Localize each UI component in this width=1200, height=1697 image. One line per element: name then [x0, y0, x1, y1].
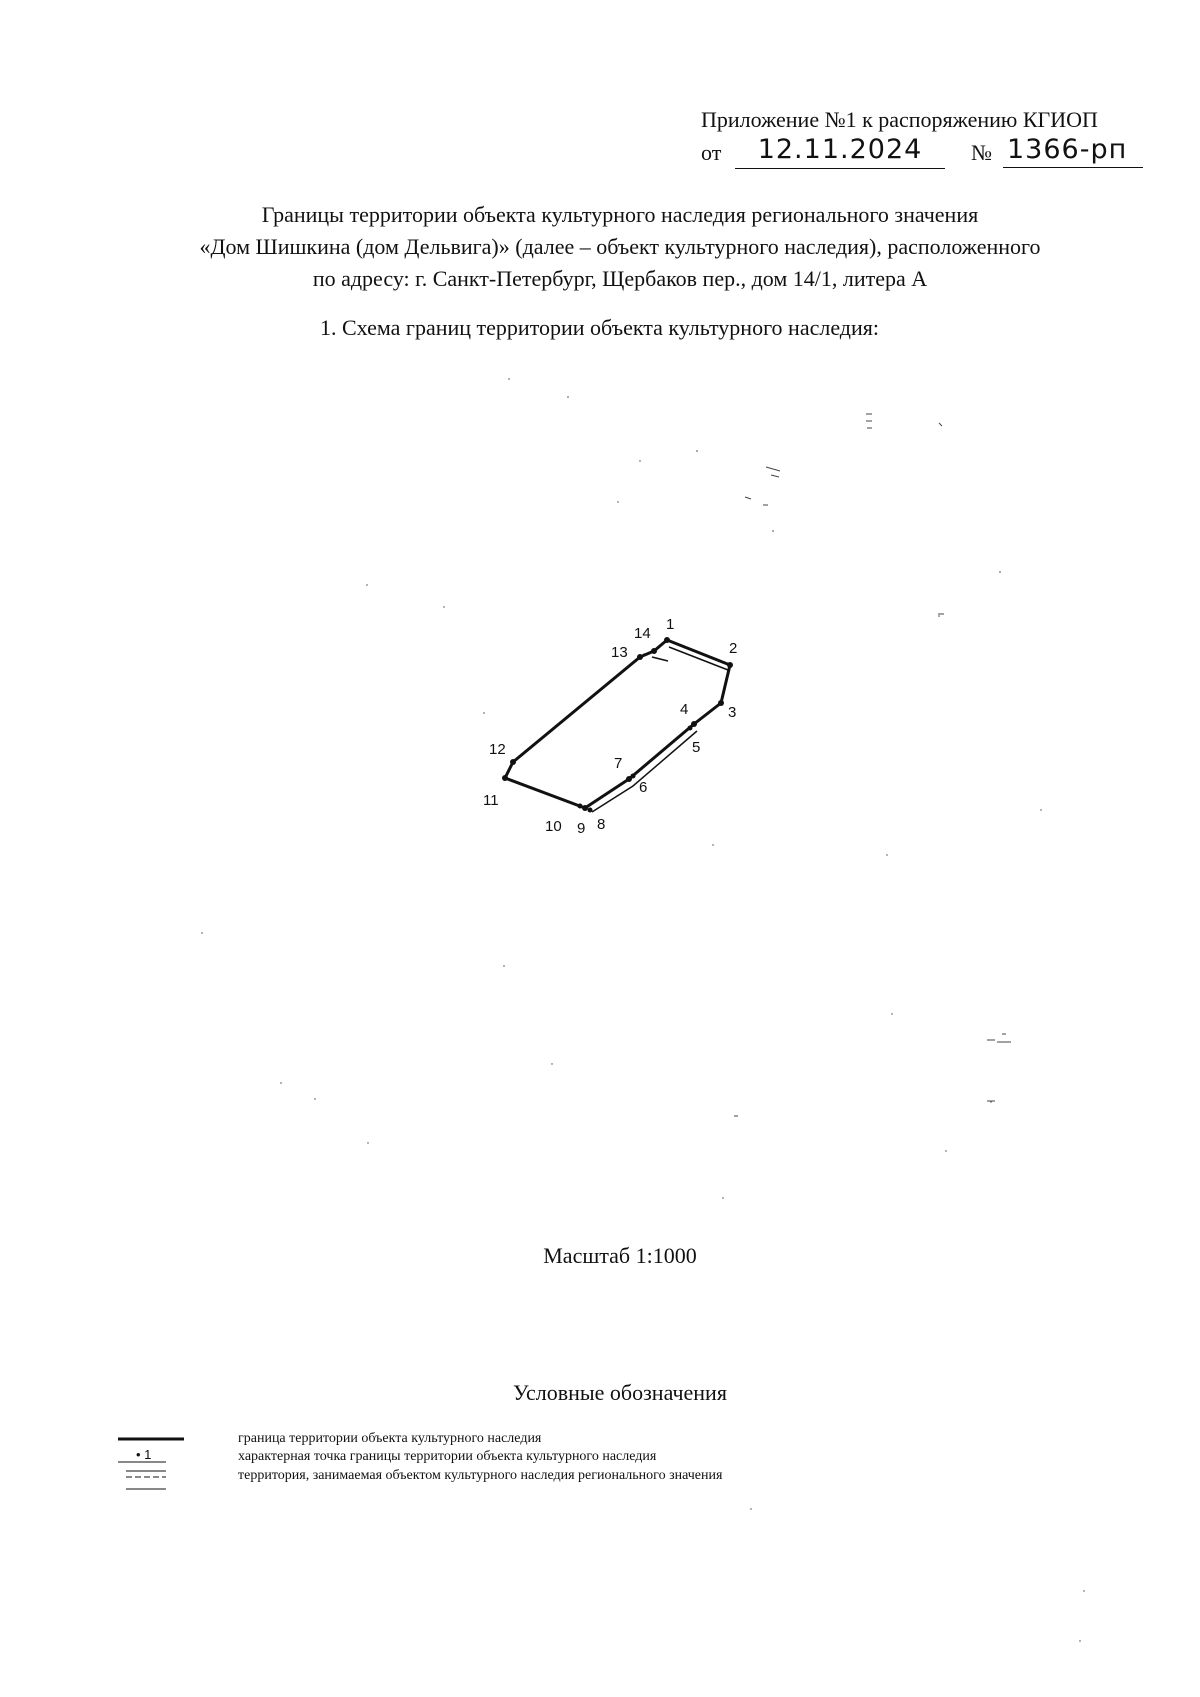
legend-item-point: характерная точка границы территории объекта культурного наследия [238, 1449, 657, 1464]
point-1-marker [664, 637, 670, 643]
point-label-1: 1 [666, 616, 675, 633]
point-label-9: 9 [577, 820, 586, 837]
section-heading: 1. Схема границ территории объекта культурного наследия: [320, 315, 880, 340]
legend-territory-symbol [126, 1471, 166, 1489]
number-value: 1366-рп [1003, 134, 1143, 168]
point-14-marker [651, 648, 657, 654]
scale-label: Масштаб 1:1000 [543, 1243, 697, 1268]
point-label-10: 10 [545, 818, 562, 835]
point-label-11: 11 [483, 792, 499, 809]
point-label-6: 6 [639, 779, 648, 796]
point-label-4: 4 [680, 701, 689, 718]
point-12-marker [510, 759, 516, 765]
point-13-marker [637, 654, 643, 660]
date-prefix: от [701, 140, 722, 165]
legend-title: Условные обозначения [513, 1380, 727, 1405]
point-label-13: 13 [611, 644, 628, 661]
legend-symbols [118, 1439, 184, 1489]
title-line-3: по адресу: г. Санкт-Петербург, Щербаков пер., дом 14/1, литера А [312, 266, 928, 291]
number-prefix: № [971, 140, 992, 165]
point-label-3: 3 [728, 704, 737, 721]
title-line-1: Границы территории объекта культурного наследия регионального значения [261, 202, 979, 227]
point-11-marker [502, 775, 508, 781]
legend-point-symbol: • 1 [136, 1447, 152, 1462]
legend-item-boundary: граница территории объекта культурного наследия [238, 1431, 542, 1446]
point-labels [483, 616, 737, 837]
point-4-marker [691, 721, 697, 727]
point-label-14: 14 [634, 625, 651, 642]
point-2-marker [727, 662, 733, 668]
point-label-8: 8 [597, 816, 606, 833]
point-3-marker [718, 700, 724, 706]
appendix-reference: Приложение №1 к распоряжению КГИОП [701, 107, 1098, 132]
scan-noise-marks [734, 414, 1011, 1116]
legend-item-territory: территория, занимаемая объектом культурного наследия регионального значения [238, 1468, 723, 1483]
point-10-marker [578, 804, 583, 809]
point-5-marker [688, 726, 693, 731]
point-label-5: 5 [692, 739, 701, 756]
point-9-marker [582, 805, 588, 811]
point-7-marker [626, 776, 632, 782]
point-label-2: 2 [729, 640, 738, 657]
occupied-territory-lines [592, 647, 728, 812]
title-line-2: «Дом Шишкина (дом Дельвига)» (далее – объект культурного наследия), расположенного [199, 234, 1041, 259]
point-label-12: 12 [489, 741, 506, 758]
date-value: 12.11.2024 [735, 134, 945, 169]
point-8-marker [588, 808, 593, 813]
point-label-7: 7 [614, 755, 623, 772]
